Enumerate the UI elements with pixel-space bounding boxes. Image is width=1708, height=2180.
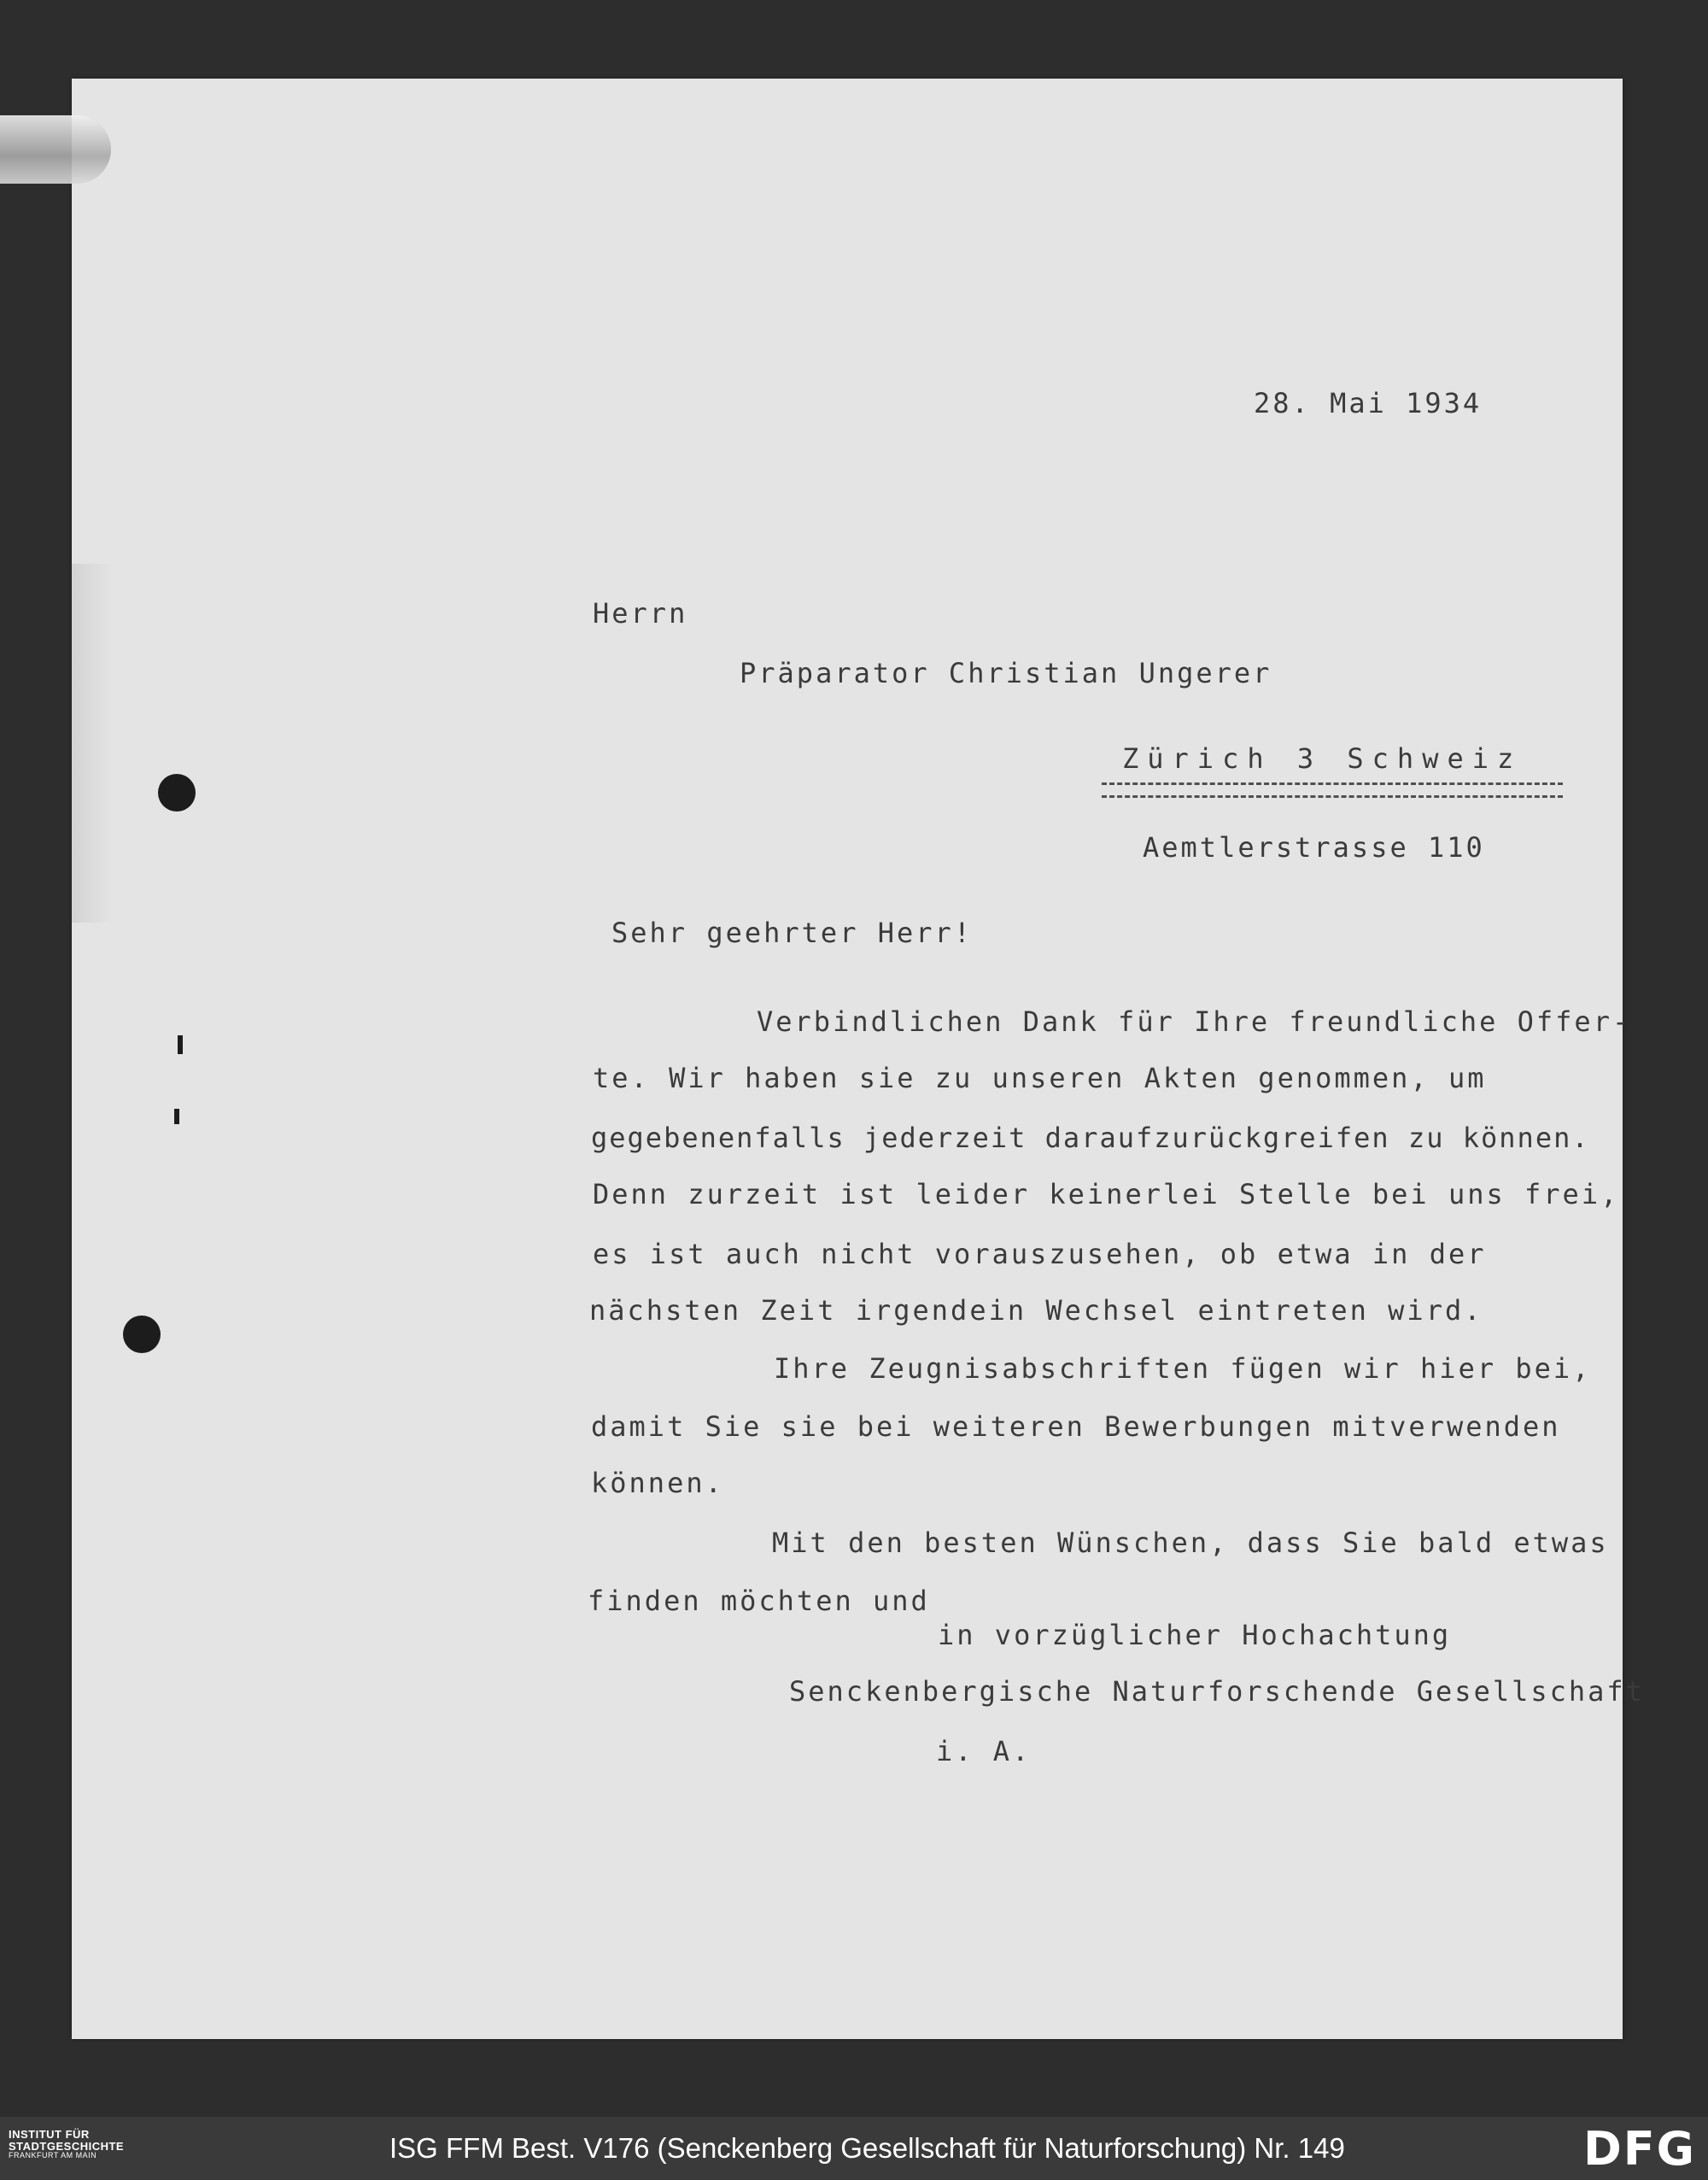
paper-mark	[174, 1109, 179, 1124]
logo-line: FRANKFURT AM MAIN	[9, 2151, 97, 2160]
body-line: Ihre Zeugnisabschriften fügen wir hier bei,	[774, 1352, 1592, 1385]
signature-abbreviation: i. A.	[936, 1735, 1032, 1767]
body-line: Denn zurzeit ist leider keinerlei Stelle bei uns frei,	[593, 1178, 1620, 1210]
body-line: te. Wir haben sie zu unseren Akten genommen, um	[593, 1062, 1487, 1094]
body-line: können.	[591, 1467, 724, 1499]
letter-greeting: Sehr geehrter Herr!	[611, 917, 974, 949]
letter-paper	[72, 79, 1623, 2039]
recipient-street: Aemtlerstrasse 110	[1143, 831, 1485, 864]
letter-closing: in vorzüglicher Hochachtung	[938, 1619, 1452, 1651]
dfg-logo: DFG	[1582, 2122, 1696, 2176]
body-line: es ist auch nicht vorauszusehen, ob etwa in der	[593, 1238, 1487, 1270]
sender-organization: Senckenbergische Naturforschende Gesellschaft	[789, 1675, 1645, 1708]
institute-logo	[9, 2129, 124, 2160]
recipient-name: Präparator Christian Ungerer	[740, 657, 1272, 689]
body-line: Mit den besten Wünschen, dass Sie bald etwas	[772, 1527, 1609, 1559]
body-line: gegebenenfalls jederzeit daraufzurückgreifen zu können.	[591, 1122, 1590, 1154]
punch-hole-top	[158, 774, 196, 812]
body-line: finden möchten und	[588, 1585, 930, 1617]
body-line: damit Sie sie bei weiteren Bewerbungen mitverwenden	[591, 1410, 1561, 1443]
letter-date: 28. Mai 1934	[1254, 387, 1483, 419]
logo-line: INSTITUT FÜR	[9, 2128, 90, 2141]
punch-hole-bottom	[123, 1316, 161, 1353]
recipient-salutation: Herrn	[593, 597, 688, 630]
archive-caption: ISG FFM Best. V176 (Senckenberg Gesellschaft für Naturforschung) Nr. 149	[389, 2132, 1345, 2164]
archive-footer-bar	[0, 2117, 1708, 2180]
paper-mark	[178, 1035, 183, 1054]
body-line: nächsten Zeit irgendein Wechsel eintreten wird.	[589, 1294, 1483, 1327]
recipient-city: Zürich 3 Schweiz	[1122, 742, 1523, 775]
city-underline	[1102, 782, 1563, 798]
logo-line: STADTGESCHICHTE	[9, 2139, 125, 2153]
binder-clip	[0, 115, 111, 184]
body-line: Verbindlichen Dank für Ihre freundliche Offer-	[757, 1005, 1632, 1038]
paper-fold-edge	[72, 564, 113, 923]
